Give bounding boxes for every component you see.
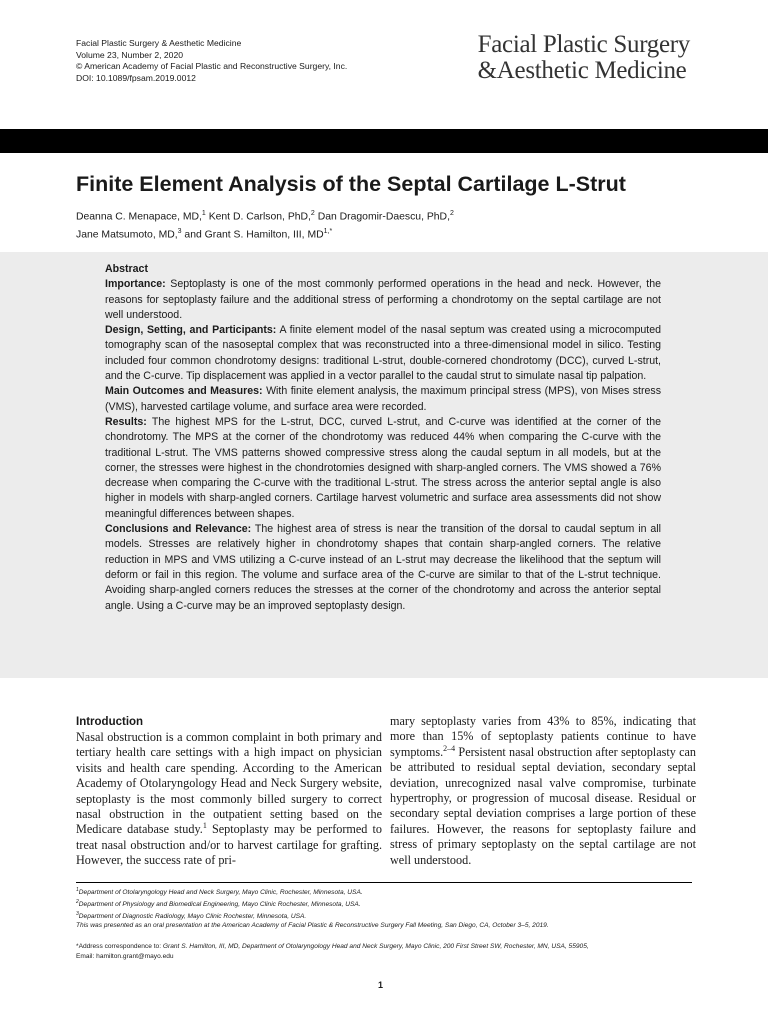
results-text: The highest MPS for the L-strut, DCC, curved L-strut, and C-curve was identified at the corner of the chondrotomy. The MPS at the corner of the chondrotomy was reduced 44% when comparing the C-curve with the traditional L-strut. The VMS patterns showed compressive stress along the caudal septum in all models, but at the corner, the stresses were highest in the chondrotomies designed with sharp-angled corners. The VMS showed a 76% decrease when comparing the C-curve with the traditional L-strut. The stress across the anterior septal angle is also higher in models with sharp-angled corners. Cartilage harvest volumetric and surface area assessments did not show meaningful differences between shapes. <box>105 415 661 520</box>
paragraph-text: mary septoplasty varies from 43% to 85%, indicating that more than 15% of septoplasty patients continue to have symptoms. <box>390 714 696 759</box>
citation-marker: 1 <box>202 821 207 831</box>
affiliation-marker: 2 <box>310 210 315 217</box>
importance-text: Septoplasty is one of the most commonly performed operations in the head and neck. However, the reasons for septoplasty failure and the additional stress of performing a chondrotomy on the septal cartilage are not well understood. <box>105 278 661 321</box>
author-name: Deanna C. Menapace, MD, <box>76 211 202 223</box>
affiliation-marker: 3 <box>177 228 182 236</box>
author-list <box>76 206 454 243</box>
author-name: Kent D. Carlson, PhD, <box>205 211 311 223</box>
abstract-heading: Abstract <box>105 263 148 275</box>
journal-info <box>76 38 347 84</box>
footnote-text: Department of Physiology and Biomedical Engineering, Mayo Clinic Rochester, Minnesota, USA. <box>78 900 361 908</box>
affiliation-marker: 1 <box>201 210 206 217</box>
correspondence-email <box>76 952 692 962</box>
correspondence-address <box>76 942 692 952</box>
footnote-marker: 2 <box>76 898 79 905</box>
footnote-text: Department of Diagnostic Radiology, Mayo Clinic Rochester, Minnesota, USA. <box>78 912 307 920</box>
abstract-outcomes <box>105 384 661 415</box>
author-name: and Grant S. Hamilton, III, MD <box>181 229 324 241</box>
journal-name: Facial Plastic Surgery & Aesthetic Medicine <box>76 38 242 48</box>
author-name: Dan Dragomir-Daescu, PhD, <box>314 211 450 223</box>
paragraph-text: Persistent nasal obstruction after septoplasty can be attributed to residual septal deviation, secondary septal deviation, unrecognized nasal valve compromise, turbinate hypertrophy, or progression of mucosal disease. Residual or secondary septal deviation comprises a large portion of these failures. However, the reasons for septoplasty failure and stress of primary septoplasty on the septal cartilage are not well understood. <box>390 744 696 867</box>
email-label: Email: <box>76 953 95 960</box>
design-label: Design, Setting, and Participants: <box>105 324 277 337</box>
footnotes <box>76 886 692 931</box>
page-number: 1 <box>378 980 384 990</box>
logo-line-1: Facial Plastic Surgery <box>477 31 690 58</box>
footnote-presentation: This was presented as an oral presentation at the American Academy of Facial Plastic & Reconstructive Surgery Fall Meeting, San Diego, CA, October 3–5, 2019. <box>76 922 549 930</box>
correspondence-text: Grant S. Hamilton, III, MD, Department of Otolaryngology Head and Neck Surgery, Mayo Clinic, 200 First Street SW, Rochester, MN, USA, 55905, <box>161 943 589 950</box>
author-line-1 <box>76 206 454 224</box>
design-text: A finite element model of the nasal septum was created using a microcomputed tomography scan of the nasoseptal complex that was reconstructed into a three-dimensional model in silico. Testing included four common chondrotomy designs: traditional L-strut, double-cornered chondrotomy (DCC), curved L-strut, and the C-curve. Tip displacement was applied in a vector parallel to the caudal strut to simulate nasal tip palpation. <box>105 324 662 383</box>
journal-doi[interactable]: DOI: 10.1089/fpsam.2019.0012 <box>76 72 196 83</box>
abstract-conclusions <box>105 522 661 614</box>
journal-logo <box>478 32 690 84</box>
logo-line-2: &Aesthetic Medicine <box>477 57 687 84</box>
correspondence-label: *Address correspondence to: <box>76 943 162 950</box>
importance-label: Importance: <box>105 278 166 291</box>
results-label: Results: <box>105 415 147 428</box>
correspondence <box>76 942 692 962</box>
body-column-right <box>390 714 696 868</box>
abstract-importance <box>105 277 661 323</box>
email-link[interactable]: hamilton.grant@mayo.edu <box>94 953 174 960</box>
abstract-results <box>105 415 661 522</box>
header-bar <box>0 129 768 153</box>
section-heading-introduction: Introduction <box>76 716 144 728</box>
footnote-affiliation-2 <box>76 898 692 910</box>
abstract-design <box>105 323 661 384</box>
paragraph <box>76 730 382 869</box>
affiliation-marker: 2 <box>449 210 454 217</box>
outcomes-label: Main Outcomes and Measures: <box>105 385 263 398</box>
conclusions-label: Conclusions and Relevance: <box>105 523 252 536</box>
citation-marker: 2–4 <box>443 743 456 753</box>
outcomes-text: With finite element analysis, the maximum principal stress (MPS), von Mises stress (VMS), harvested cartilage volume, and surface area were recorded. <box>105 385 661 413</box>
footnote-affiliation-3 <box>76 910 692 922</box>
article-title: Finite Element Analysis of the Septal Cartilage L-Strut <box>76 172 626 196</box>
paragraph-text: Septoplasty may be performed to treat nasal obstruction and/or to harvest cartilage for grafting. However, the success rate of pri- <box>76 822 382 868</box>
footnote-affiliation-1 <box>76 886 692 898</box>
author-name: Jane Matsumoto, MD, <box>76 229 178 241</box>
footnote-text: Department of Otolaryngology Head and Neck Surgery, Mayo Clinic, Rochester, Minnesota, USA. <box>78 889 363 897</box>
conclusions-text: The highest area of stress is near the transition of the dorsal to caudal septum in all models. Stresses are relatively higher in chondrotomy shapes that contain sharp-angled corners. The relative reduction in MPS and VMS utilizing a C-curve instead of an L-strut may decrease the likelihood that the septum will deform or fail in this region. The volume and surface area of the C-curve are similar to that of the L-strut technique. Avoiding sharp-angled corners reduces the stresses at the corner of the chondrotomy and across the anterior septal angle. Using a C-curve may be an improved septoplasty design. <box>105 523 662 612</box>
footnote-divider <box>76 882 692 883</box>
footnote-marker: 1 <box>76 887 79 893</box>
journal-volume: Volume 23, Number 2, 2020 <box>76 49 184 60</box>
paragraph <box>390 714 696 868</box>
author-line-2 <box>76 224 454 242</box>
paragraph-text: Nasal obstruction is a common complaint in both primary and tertiary health care settings with a high impact on physician visits and health care spending. According to the American Academy of Otolaryngology Head and Neck Surgery website, septoplasty is the most commonly billed surgery to correct nasal obstruction in the outpatient setting based on the Medicare database study. <box>76 730 382 837</box>
abstract <box>105 262 661 614</box>
footnote-marker: 3 <box>76 910 79 917</box>
affiliation-marker: 1,* <box>323 228 333 236</box>
body-column-left <box>76 714 382 869</box>
journal-copyright: © American Academy of Facial Plastic and Reconstructive Surgery, Inc. <box>76 61 348 72</box>
